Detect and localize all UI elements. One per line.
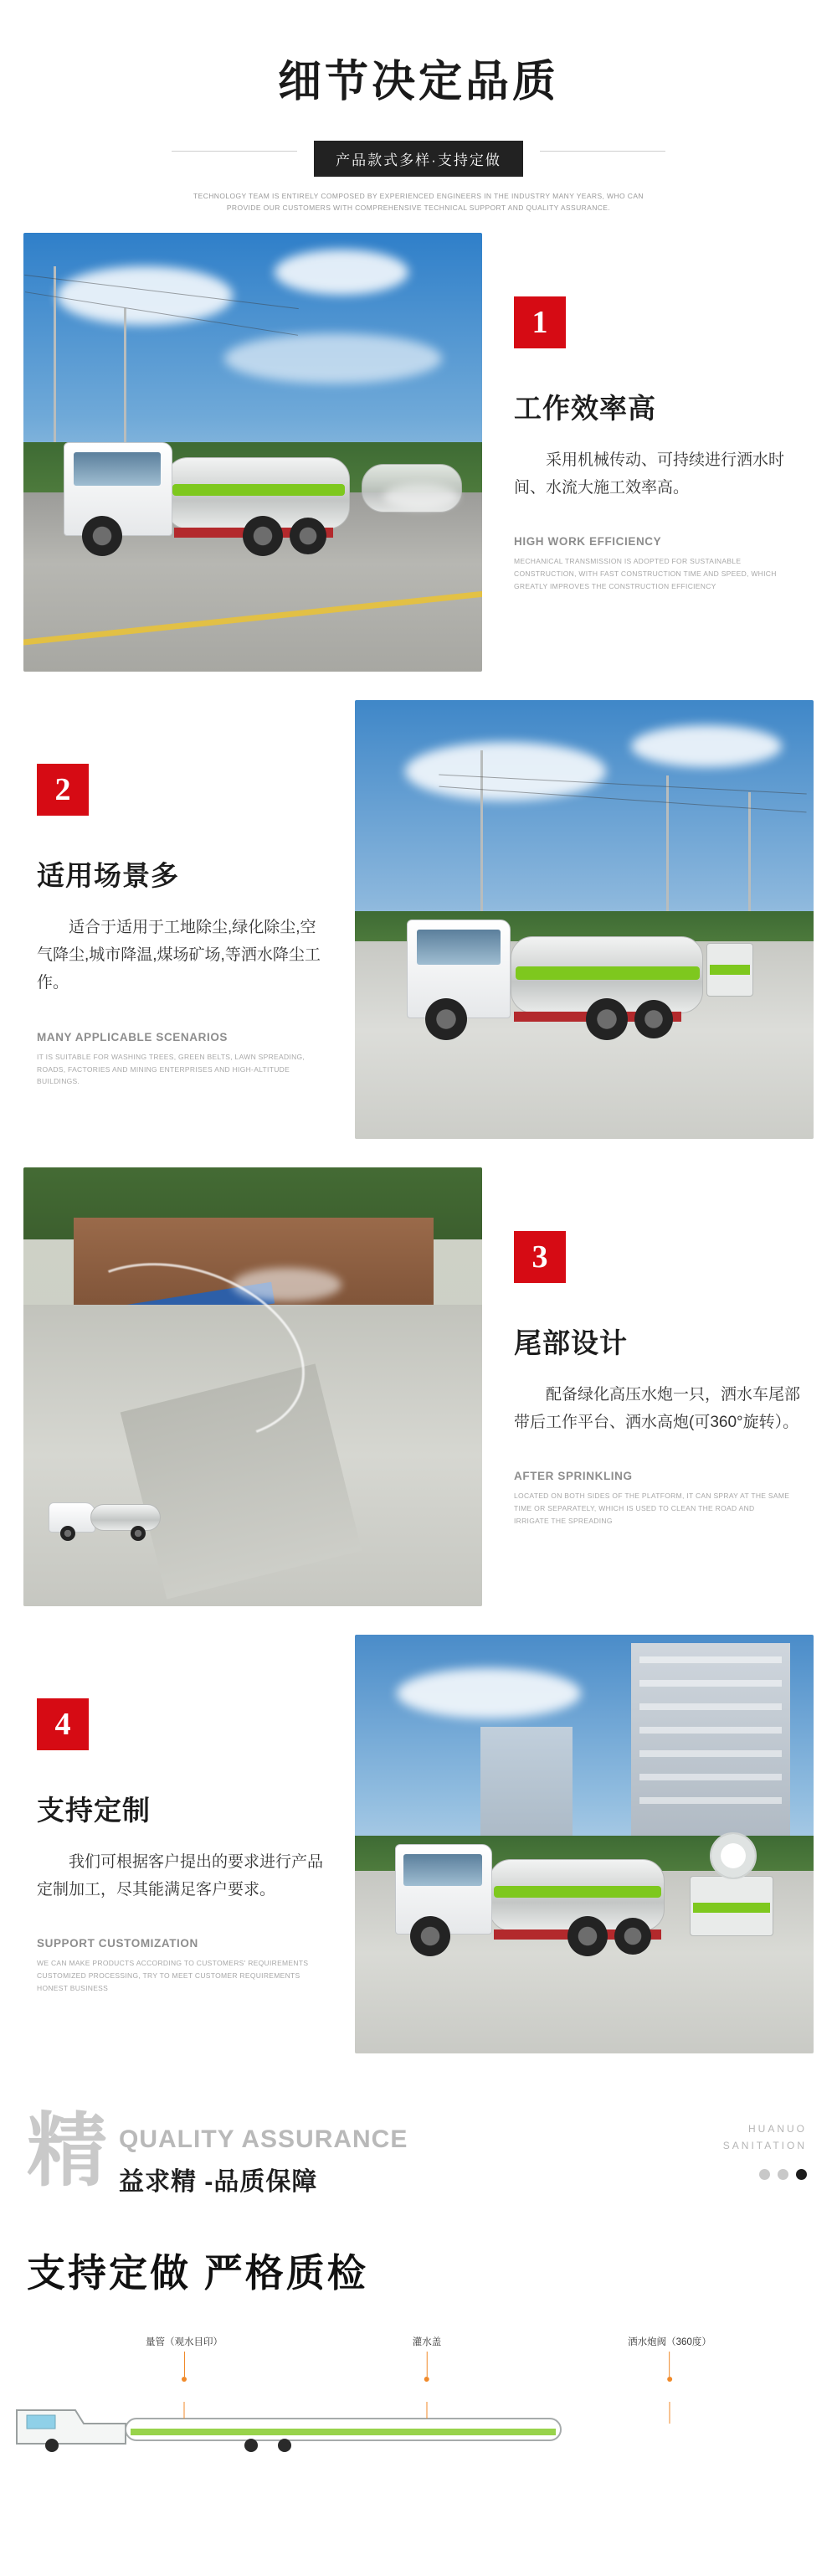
page-subtitle: 产品款式多样·支持定做 (314, 141, 523, 177)
feature-text-4 (23, 1635, 355, 1995)
page-title: 细节决定品质 (277, 58, 559, 106)
feature-block-3 (0, 1167, 837, 1606)
diagram-callout-1 (146, 2335, 223, 2382)
feature-block-2 (0, 700, 837, 1139)
feature-image-2 (355, 700, 814, 1139)
feature-en-title-3: AFTER SPRINKLING (514, 1470, 633, 1483)
feature-number-2: 2 (37, 764, 89, 816)
brand-line-1: HUANUO (747, 2122, 807, 2135)
feature-en-body-2: IT IS SUITABLE FOR WASHING TREES, GREEN BELTS, LAWN SPREADING, ROADS, FACTORIES AND MINING ENTERPRISES AND HIGH-ALTITUDE BUILDINGS. (37, 1052, 306, 1086)
diagram-callout-3 (628, 2335, 711, 2382)
diagram-callout-dot-1 (182, 2377, 187, 2382)
feature-body-2: 适合于适用于工地除尘,绿化除尘,空气降尘,城市降温,煤场矿场,等洒水降尘工作。 (37, 918, 321, 992)
feature-body-1: 采用机械传动、可持续进行洒水时间、水流大施工效率高。 (514, 451, 785, 497)
diagram-callouts (0, 2335, 837, 2382)
assurance-claim: 支持定做 严格质检 (27, 2250, 368, 2295)
assurance-big-char: 精 (27, 2105, 107, 2196)
diagram-callout-dot-3 (667, 2377, 672, 2382)
feature-body-4: 我们可根据客户提出的要求进行产品定制加工，尽其能满足客户要求。 (37, 1852, 324, 1899)
assurance-band (0, 2082, 837, 2221)
feature-en-title-1: HIGH WORK EFFICIENCY (514, 535, 662, 549)
feature-image-1 (23, 233, 482, 672)
feature-number-1: 1 (514, 296, 566, 348)
diagram-callout-stem-1 (184, 2352, 185, 2377)
feature-en-title-2: MANY APPLICABLE SCENARIOS (37, 1030, 229, 1043)
feature-en-body-1: MECHANICAL TRANSMISSION IS ADOPTED FOR SUSTAINABLE CONSTRUCTION, WITH FAST CONSTRUCTION TIME AND SPEED, WHICH GREATLY IMPROVES THE CONSTRUCTION EFFICIENCY (514, 557, 777, 591)
feature-title-2: 适用场景多 (37, 859, 179, 891)
feature-number-3: 3 (514, 1231, 566, 1283)
feature-text-1 (482, 233, 814, 593)
feature-block-1 (0, 233, 837, 672)
assurance-cn-title: 益求精 -品质保障 (119, 2167, 318, 2196)
brand-mark (723, 2120, 807, 2155)
carousel-dot-2[interactable] (778, 2169, 788, 2180)
feature-body-3: 配备绿化高压水炮一只，洒水车尾部带后工作平台、洒水高炮(可360°旋转）。 (514, 1385, 801, 1432)
assurance-en-title: QUALITY ASSURANCE (119, 2125, 408, 2153)
subtitle-wrap (314, 124, 523, 177)
diagram-callout-stem-2 (427, 2352, 428, 2377)
carousel-dot-1[interactable] (759, 2169, 770, 2180)
truck-outline-svg (0, 2385, 837, 2452)
diagram-callout-label-1: 量管（观水目印） (146, 2336, 223, 2347)
feature-image-4 (355, 1635, 814, 2053)
diagram-callout-dot-2 (424, 2377, 429, 2382)
feature-en-body-3: LOCATED ON BOTH SIDES OF THE PLATFORM, IT CAN SPRAY AT THE SAME TIME OR SEPARATELY, WHICH IS USED TO CLEAN THE ROAD AND IRRIGATE THE SPREADING (514, 1492, 790, 1526)
diagram-callout-2 (413, 2335, 442, 2382)
feature-number-4: 4 (37, 1698, 89, 1750)
feature-en-title-4: SUPPORT CUSTOMIZATION (37, 1937, 198, 1950)
feature-en-body-4: WE CAN MAKE PRODUCTS ACCORDING TO CUSTOMERS' REQUIREMENTS CUSTOMIZED PROCESSING, TRY TO MEET CUSTOMER REQUIREMENTS HONEST BUSINESS (37, 1959, 309, 1993)
feature-title-3: 尾部设计 (514, 1327, 628, 1358)
feature-block-4 (0, 1635, 837, 2053)
feature-title-1: 工作效率高 (514, 392, 656, 424)
carousel-dot-3[interactable] (796, 2169, 807, 2180)
divider-left (172, 151, 297, 152)
feature-text-3 (482, 1167, 814, 1528)
feature-text-2 (23, 700, 355, 1088)
diagram-truck-outline (0, 2385, 837, 2452)
page-header (0, 0, 837, 233)
divider-right (540, 151, 665, 152)
carousel-dots[interactable] (759, 2169, 807, 2180)
header-english-note: TECHNOLOGY TEAM IS ENTIRELY COMPOSED BY EXPERIENCED ENGINEERS IN THE INDUSTRY MANY YEARS, WHO CAN PROVIDE OUR CUSTOMERS WITH COMPREHENSIVE TECHNICAL SUPPORT AND QUALITY ASSURANCE. (193, 192, 644, 213)
brand-line-2: SANITATION (722, 2140, 807, 2152)
feature-image-3 (23, 1167, 482, 1606)
diagram-callout-label-3: 洒水炮阀（360度） (628, 2336, 711, 2347)
feature-title-4: 支持定制 (37, 1794, 151, 1826)
diagram-callout-label-2: 灌水盖 (412, 2336, 442, 2347)
labeled-diagram (0, 2335, 837, 2452)
